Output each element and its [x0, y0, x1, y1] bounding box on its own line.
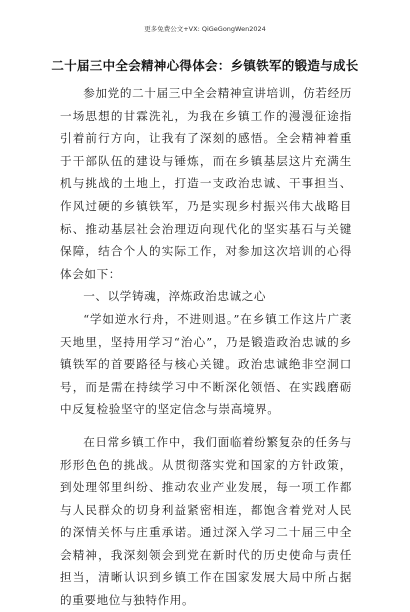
paragraph-intro: 参加党的二十届三中全会精神宣讲培训，仿若经历一场思想的甘霖洗礼，为我在乡镇工作的漫漫征途指引着前行方向，让我有了深刻的感悟。全会精神着重于干部队伍的建设与锤炼，而在乡镇基层这片充满生机与挑战的土地上，打造一支政治忠诚、干事担当、作风过硬的乡镇铁军，乃是实现乡村振兴伟大战略目标、推动基层社会治理迈向现代化的坚实基石与关键保障，结合个人的实际工作，对参加这次培训的心得体会如下： [60, 86, 352, 281]
document-title: 二十届三中全会精神心得体会：乡镇铁军的锻造与成长 [51, 58, 359, 73]
paragraph-study: “学如逆水行舟，不进则退。”在乡镇工作这片广袤天地里，坚持用学习“治心”，乃是锻造政治忠诚的乡镇铁军的首要路径与核心关键。政治忠诚绝非空洞口号，而是需在持续学习中不断深化领悟、在实践磨砺中反复检验坚守的坚定信念与崇高境界。 [60, 311, 352, 417]
document-body [60, 82, 352, 612]
paragraph-daily-work: 在日常乡镇工作中，我们面临着纷繁复杂的任务与形形色色的挑战。从贯彻落实党和国家的方针政策，到处理邻里纠纷、推动农业产业发展，每一项工作都与人民群众的切身利益紧密相连，都饱含着党对人民的深情关怀与庄重承诺。通过深入学习二十届三中全会精神，我深刻领会到党在新时代的历史使命与责任担当，清晰认识到乡镇工作在国家发展大局中所占据的重要地位与独特作用。 [60, 434, 352, 608]
section-heading: 一、以学铸魂，淬炼政治忠诚之心 [83, 289, 267, 304]
header-note: 更多免费公文+VX: QiGeGongWen2024 [144, 25, 266, 33]
